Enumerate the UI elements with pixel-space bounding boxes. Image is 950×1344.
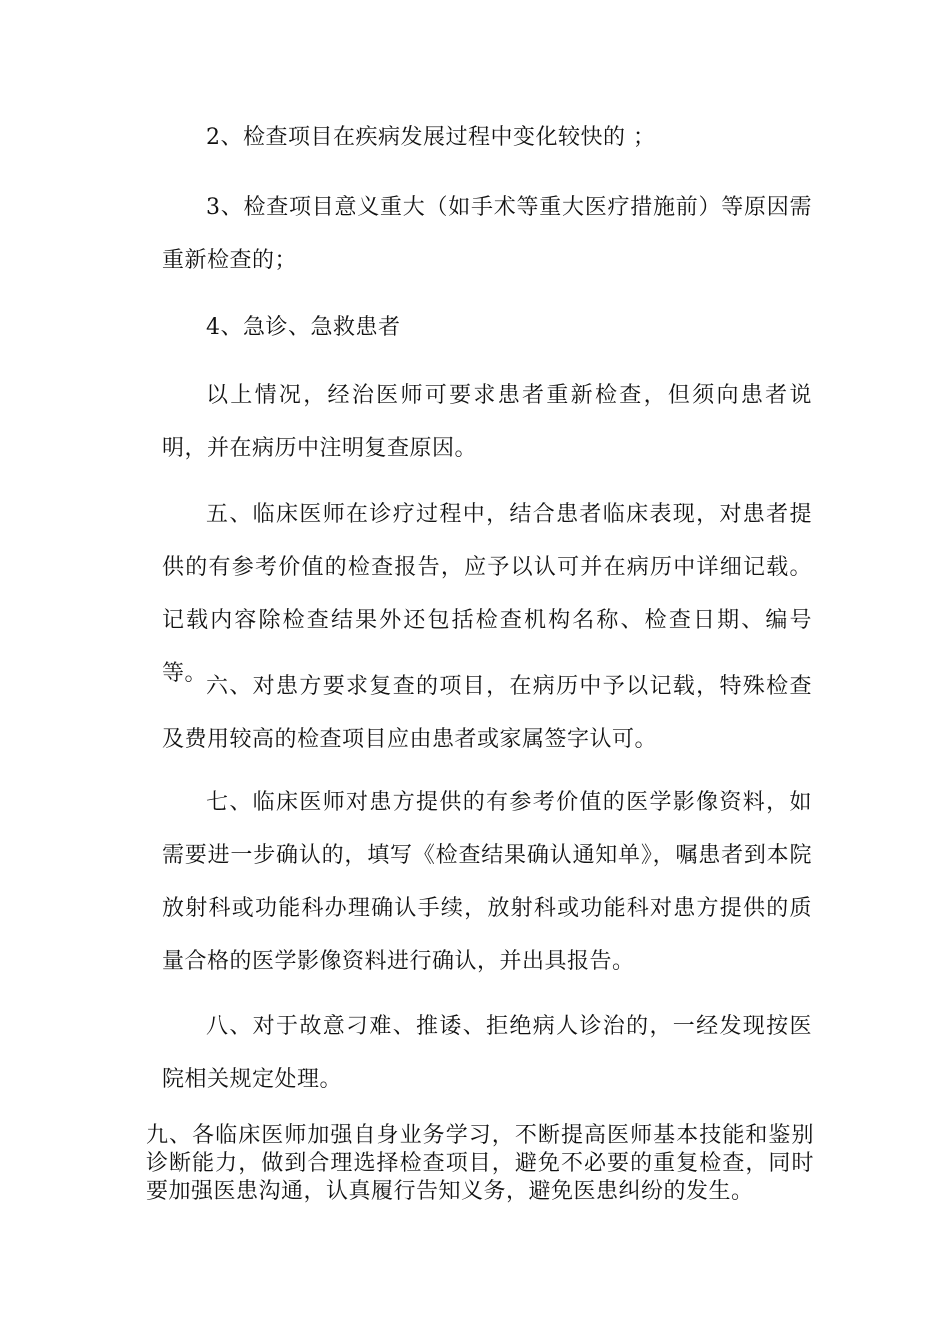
paragraph-item-4: 4、急诊、急救患者: [206, 315, 401, 340]
paragraph-item-2: 2、检查项目在疾病发展过程中变化较快的 ；: [206, 125, 656, 150]
paragraph-section-7: 七、临床医师对患方提供的有参考价值的医学影像资料，如需要进一步确认的，填写《检查结果确认通知单》，嘱患者到本院放射科或功能科办理确认手续，放射科或功能科对患方提供的质量合格的医学影像资料进行确认，并出具报告。: [162, 790, 812, 974]
paragraph-item-3: 3、检查项目意义重大（如手术等重大医疗措施前）等原因需重新检查的；: [162, 195, 812, 273]
paragraph-section-6: 六、对患方要求复查的项目，在病历中予以记载，特殊检查及费用较高的检查项目应由患者或家属签字认可。: [162, 674, 812, 752]
paragraph-summary: 以上情况，经治医师可要求患者重新检查，但须向患者说明，并在病历中注明复查原因。: [162, 383, 812, 461]
paragraph-section-8: 八、对于故意刁难、推诿、拒绝病人诊治的，一经发现按医院相关规定处理。: [162, 1014, 812, 1092]
paragraph-section-9: 九、各临床医师加强自身业务学习，不断提高医师基本技能和鉴别诊断能力，做到合理选择检查项目，避免不必要的重复检查，同时要加强医患沟通，认真履行告知义务，避免医患纠纷的发生。: [146, 1123, 814, 1204]
paragraph-section-5: 五、临床医师在诊疗过程中，结合患者临床表现，对患者提供的有参考价值的检查报告，应予以认可并在病历中详细记载。记载内容除检查结果外还包括检查机构名称、检查日期、编号等。: [162, 502, 812, 686]
